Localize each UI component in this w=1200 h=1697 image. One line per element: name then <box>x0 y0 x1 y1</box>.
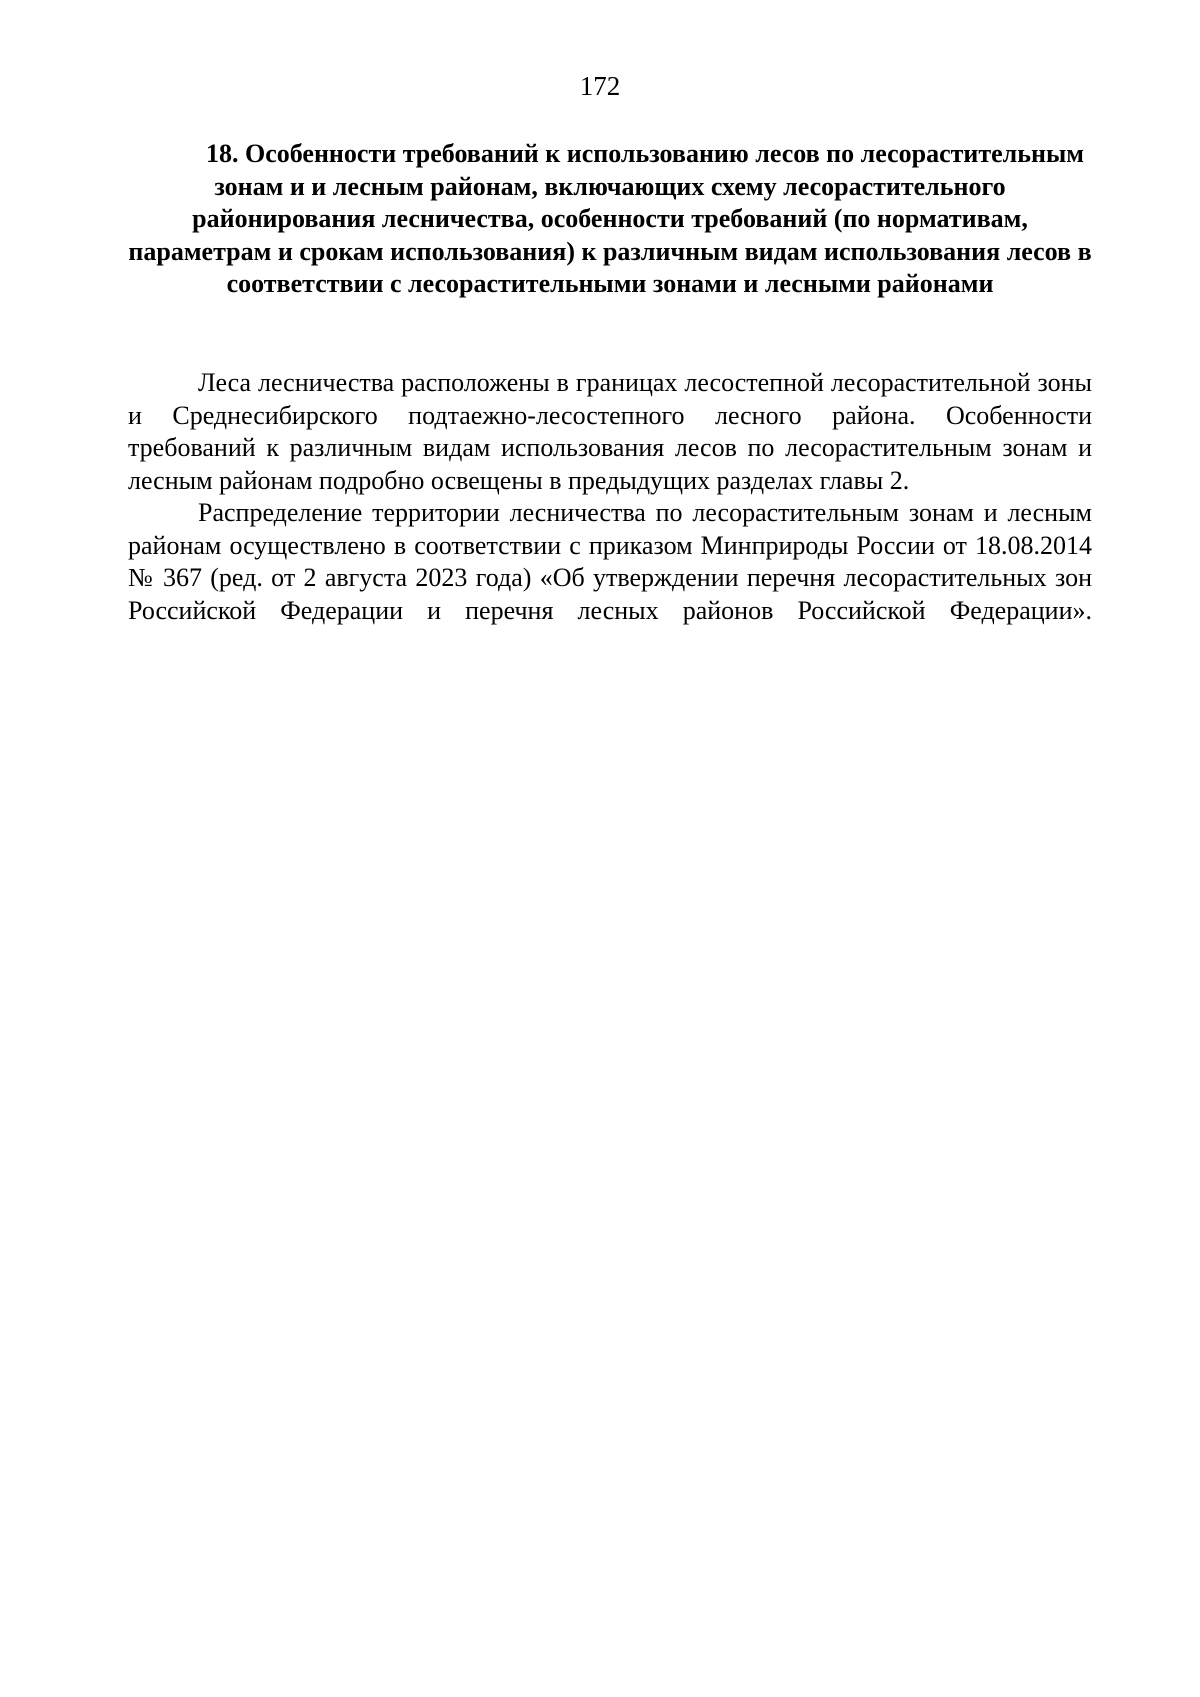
paragraph: Леса лесничества расположены в границах лесостепной лесорастительной зоны и Среднесибирского подтаежно-лесостепного лесного района. Особенности требований к различным видам использования лесов по лесорастительным зонам и лесным районам подробно освещены в предыдущих разделах главы 2. <box>128 368 1092 495</box>
page-number: 172 <box>579 71 621 101</box>
paragraph: Распределение территории лесничества по лесорастительным зонам и лесным районам осуществлено в соответствии с приказом Минприроды России от 18.08.2014 № 367 (ред. от 2 августа 2023 года) «Об утверждении перечня лесорастительных зон Российской Федерации и перечня лесных районов Российской Федерации». <box>128 498 1092 625</box>
body-text <box>128 367 1092 627</box>
section-heading: 18. Особенности требований к использованию лесов по лесорастительным зонам и и лесным районам, включающих схему лесорастительного районирования лесничества, особенности требований (по нормативам, параметрам и срокам использования) к различным видам использования лесов в соответствии с лесорастительными зонами и лесными районами <box>128 139 1092 298</box>
